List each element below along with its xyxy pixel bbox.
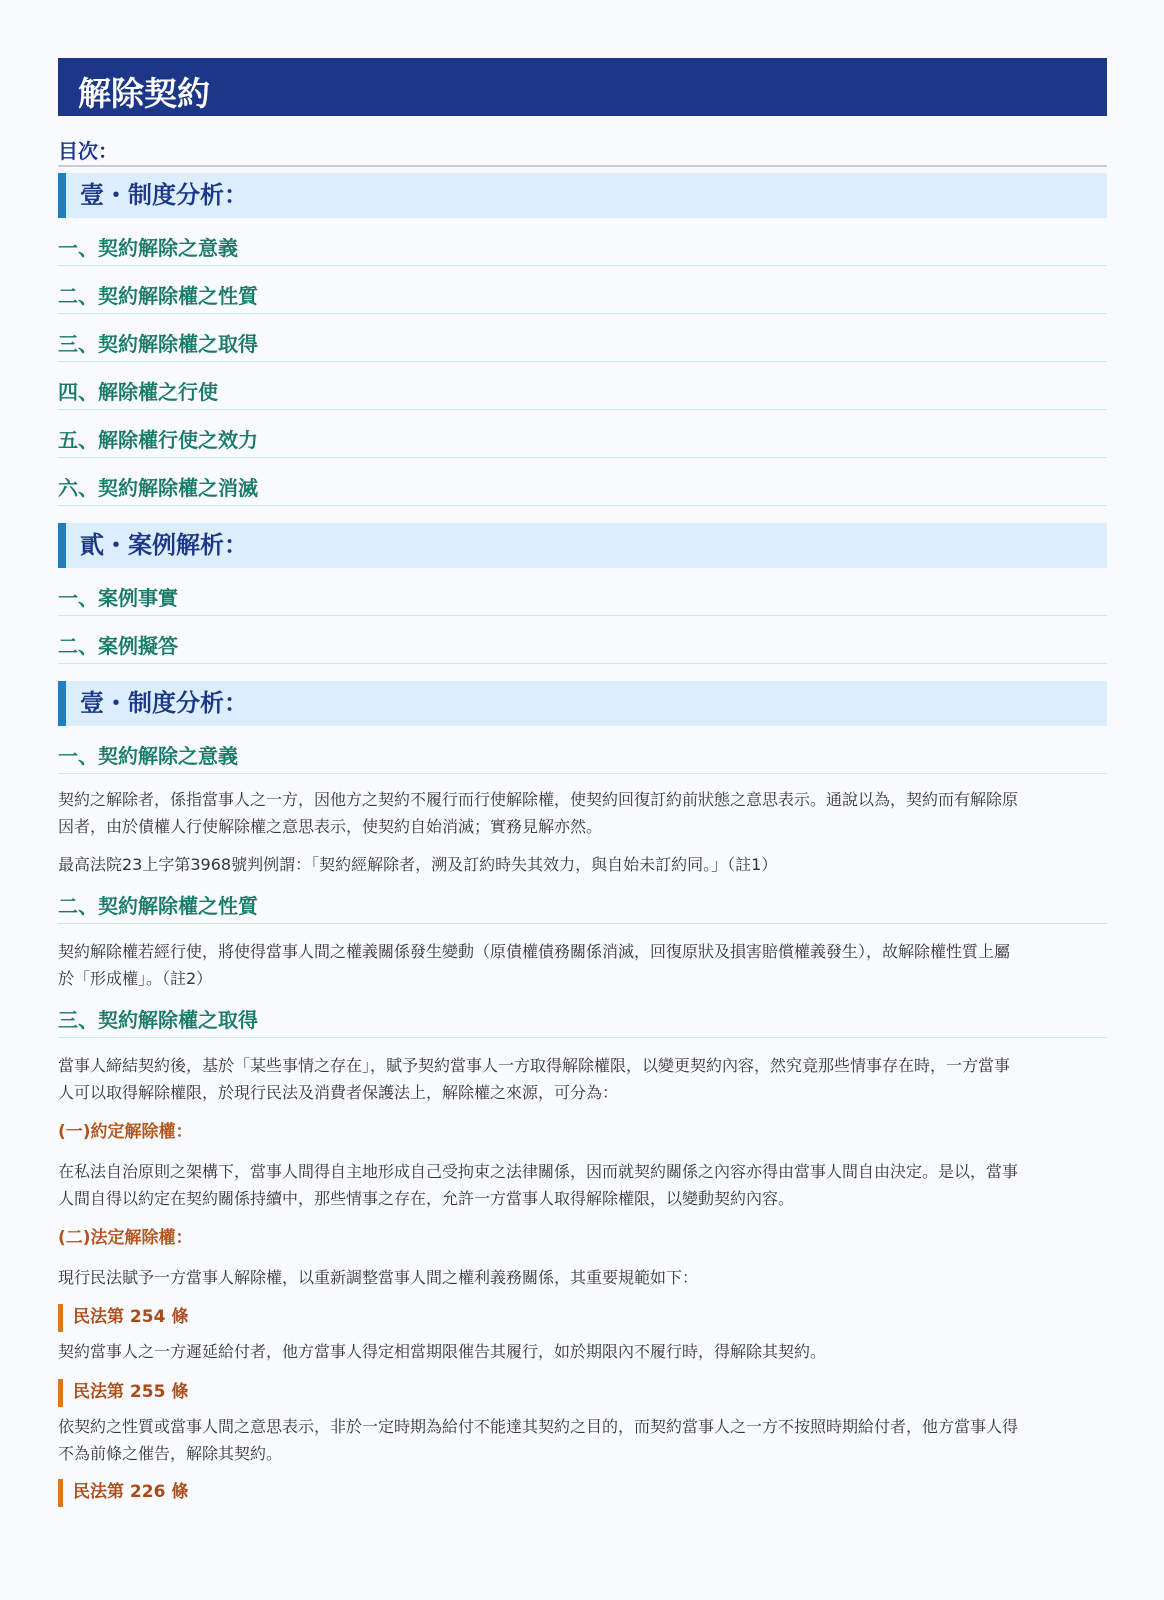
s1-heading: 一、契約解除之意義 [58,726,1107,774]
section-1-heading: 壹・制度分析： [58,681,1107,726]
toc-item-1-5[interactable]: 五、解除權行使之效力 [58,410,1107,458]
s1-paragraph-2: 最高法院23上字第3968號判例謂：「契約經解除者，溯及訂約時失其效力，與自始未訂約同。」（註1） [58,855,778,874]
s2-paragraph-1 [58,938,1107,992]
s3-paragraph-1 [58,1052,1107,1106]
toc-item-1-3[interactable]: 三、契約解除權之取得 [58,314,1107,362]
toc-item-1-1[interactable]: 一、契約解除之意義 [58,218,1107,266]
article-255-line-1: 依契約之性質或當事人間之意思表示，非於一定時期為給付不能達其契約之目的，而契約當事人之一方不按照時期給付者，他方當事人得 [58,1417,1019,1436]
s3-sub1-paragraph [58,1158,1107,1212]
s3-p1-line-2: 人可以取得解除權限，於現行民法及消費者保護法上，解除權之來源，可分為： [58,1083,619,1102]
s2-p1-line-2: 於「形成權」。（註2） [58,969,213,988]
toc-item-1-4[interactable]: 四、解除權之行使 [58,362,1107,410]
s3-sub1-heading: (一)約定解除權： [58,1122,193,1142]
s3-heading: 三、契約解除權之取得 [58,990,1107,1038]
toc-item-2-1[interactable]: 一、案例事實 [58,568,1107,616]
s1-p1-line-1: 契約之解除者，係指當事人之一方，因他方之契約不履行而行使解除權，使契約回復訂約前狀態之意思表示。通說以為，契約而有解除原 [58,790,1019,809]
article-254-text: 契約當事人之一方遲延給付者，他方當事人得定相當期限催告其履行，如於期限內不履行時，得解除其契約。 [58,1342,827,1361]
s2-heading: 二、契約解除權之性質 [58,876,1107,924]
s2-p1-line-1: 契約解除權若經行使，將使得當事人間之權義關係發生變動（原債權債務關係消滅，回復原狀及損害賠償權義發生），故解除權性質上屬 [58,942,1011,961]
toc-item-1-2[interactable]: 二、契約解除權之性質 [58,266,1107,314]
s3-sub1-line-1: 在私法自治原則之架構下，當事人間得自主地形成自己受拘束之法律關係，因而就契約關係之內容亦得由當事人間自由決定。是以，當事 [58,1162,1019,1181]
article-255-text [58,1413,1107,1467]
article-255-label: 民法第 255 條 [58,1379,1107,1407]
toc-section-2[interactable]: 貳・案例解析： [58,523,1107,568]
s3-sub1-line-2: 人間自得以約定在契約關係持續中，那些情事之存在，允許一方當事人取得解除權限，以變動契約內容。 [58,1189,795,1208]
article-226-label: 民法第 226 條 [58,1479,1107,1507]
document-page [58,58,1107,1507]
toc-section-1[interactable]: 壹・制度分析： [58,173,1107,218]
article-255-line-2: 不為前條之催告，解除其契約。 [58,1444,283,1463]
article-254-label: 民法第 254 條 [58,1304,1107,1332]
document-title: 解除契約 [58,58,1107,116]
toc-heading: 目次： [58,139,1107,167]
s3-sub2-heading: (二)法定解除權： [58,1228,193,1248]
toc-item-1-6[interactable]: 六、契約解除權之消滅 [58,458,1107,506]
s3-sub2-paragraph: 現行民法賦予一方當事人解除權，以重新調整當事人間之權利義務關係，其重要規範如下： [58,1268,699,1287]
s1-paragraph-1 [58,786,1107,840]
s1-p1-line-2: 因者，由於債權人行使解除權之意思表示，使契約自始消滅；實務見解亦然。 [58,817,603,836]
s3-p1-line-1: 當事人締結契約後，基於「某些事情之存在」，賦予契約當事人一方取得解除權限，以變更契約內容，然究竟那些情事存在時，一方當事 [58,1056,1011,1075]
toc-item-2-2[interactable]: 二、案例擬答 [58,616,1107,664]
